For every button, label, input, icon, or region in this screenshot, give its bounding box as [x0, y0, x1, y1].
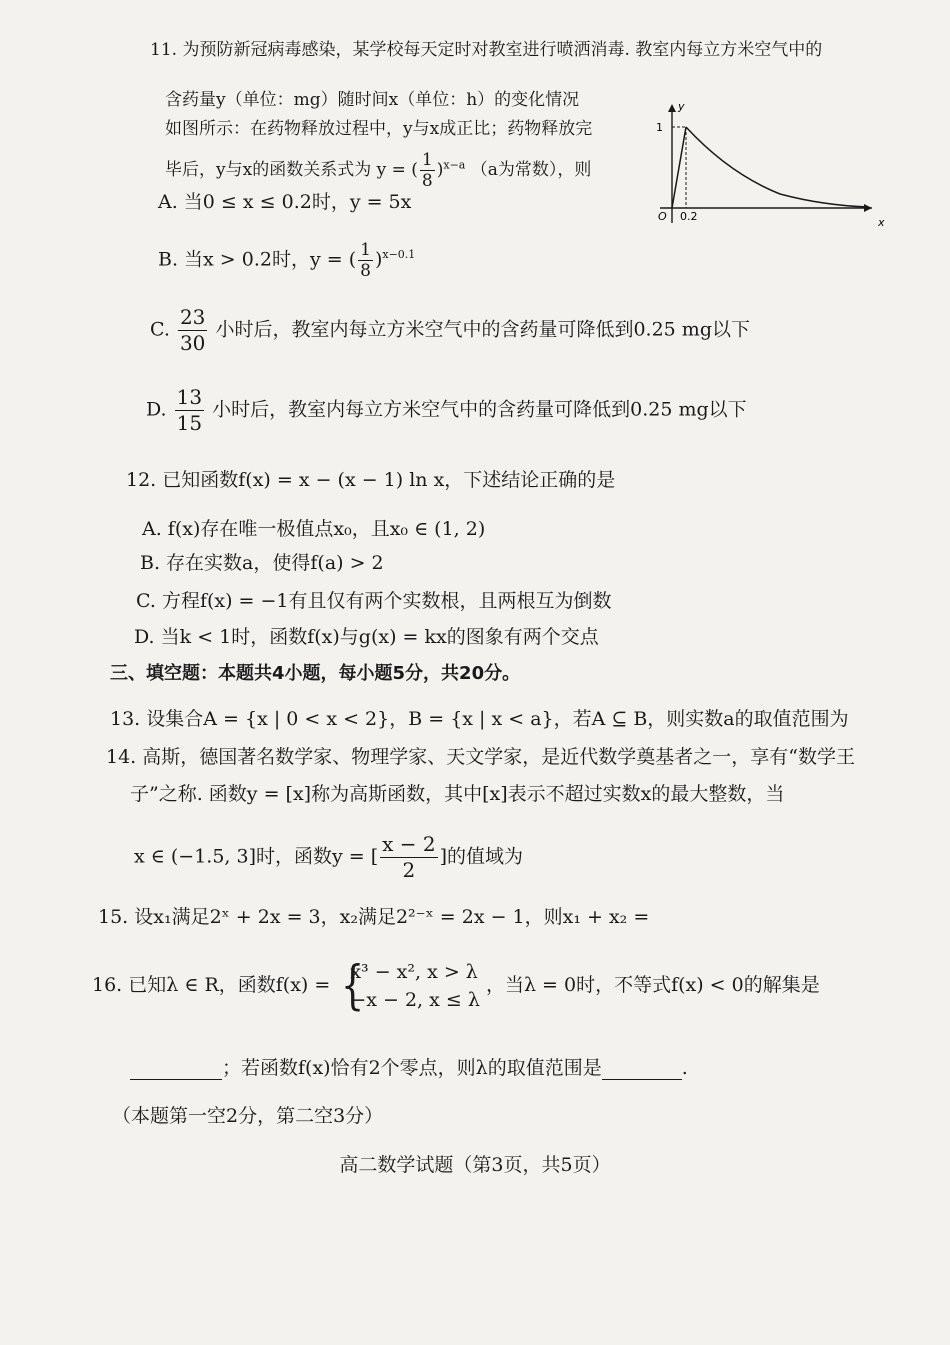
q11-option-c-fraction: $\frac{23}{30}$	[179, 305, 206, 355]
q11-option-c-label: C.	[150, 318, 170, 341]
q14-line2: 子”之称. 函数y = [x]称为高斯函数，其中[x]表示不超过实数x的最大整数，当	[130, 783, 785, 805]
q11-option-c-text: 小时后，教室内每立方米空气中的含药量可降低到0.25 mg以下	[215, 318, 750, 341]
q11-option-b: B. 当x > 0.2时，y = ( $\frac{1}{8}$ )$^{x-0.1}$	[158, 240, 416, 281]
y-tick-label: 1	[656, 121, 663, 134]
q16-note: （本题第一空2分，第二空3分）	[112, 1105, 384, 1127]
q11-option-b-exponent: x−0.1	[382, 248, 416, 262]
q14-fraction: $\frac{x - 2}{2}$	[382, 832, 436, 882]
section-3-heading: 三、填空题：本题共4小题，每小题5分，共20分。	[110, 663, 521, 684]
q11-option-b-text: B. 当x > 0.2时，y = (	[158, 248, 357, 271]
origin-label: O	[658, 210, 667, 223]
decay-curve	[686, 127, 868, 207]
page-footer: 高二数学试题（第3页，共5页）	[339, 1154, 611, 1176]
x-axis-label: x	[878, 216, 885, 229]
q11-option-d-text: 小时后，教室内每立方米空气中的含药量可降低到0.25 mg以下	[212, 398, 747, 421]
q11-graph	[640, 98, 885, 233]
q11-line2: 含药量y（单位：mg）随时间x（单位：h）的变化情况	[165, 90, 580, 110]
q16-prefix: 16. 已知λ ∈ R，函数f(x) =	[92, 974, 331, 996]
x-axis-arrow	[864, 204, 872, 212]
q11-option-d-fraction: $\frac{13}{15}$	[176, 385, 203, 435]
release-segment	[672, 127, 686, 208]
q16-line2-text: ；若函数f(x)恰有2个零点，则λ的取值范围是	[222, 1057, 602, 1079]
q12-stem: 12. 已知函数f(x) = x − (x − 1) ln x，下述结论正确的是	[126, 469, 616, 491]
q11-option-d	[146, 385, 747, 436]
q12-option-c: C. 方程f(x) = −1有且仅有两个实数根，且两根互为倒数	[136, 590, 612, 612]
q12-option-b: B. 存在实数a，使得f(a) > 2	[140, 552, 384, 574]
q11-line4: 毕后，y与x的函数关系式为 y = ( $\frac{1}{8}$ )$^{x-a}$ （a为常数），则	[165, 150, 592, 191]
q14-line1: 14. 高斯，德国著名数学家、物理学家、天文学家，是近代数学奠基者之一，享有“数学王	[106, 746, 855, 768]
q11-option-a: A. 当0 ≤ x ≤ 0.2时，y = 5x	[158, 191, 412, 213]
q11-formula-fraction: $\frac{1}{8}$	[421, 150, 433, 191]
q11-formula-suffix: （a为常数），则	[470, 160, 592, 180]
y-axis-arrow	[668, 104, 676, 112]
q16-line1	[92, 958, 820, 1018]
q11-formula-prefix: 毕后，y与x的函数关系式为 y = (	[165, 160, 418, 180]
q16-line2-end: .	[681, 1057, 688, 1079]
q14-line3-prefix: x ∈ (−1.5, 3]时，函数y = [	[134, 845, 379, 868]
q16-piecewise	[336, 958, 480, 1014]
x-tick-label: 0.2	[680, 210, 698, 223]
y-axis-label: y	[678, 100, 685, 113]
q11-formula-exponent: x−a	[443, 158, 466, 172]
q16-line2	[130, 1056, 688, 1080]
q11-line1: 11. 为预防新冠病毒感染，某学校每天定时对教室进行喷洒消毒. 教室内每立方米空气中的	[150, 40, 823, 60]
q16-blank-2[interactable]	[602, 1059, 682, 1080]
q13: 13. 设集合A = {x | 0 < x < 2}，B = {x | x < a}，若A ⊆ B，则实数a的取值范围为	[110, 708, 849, 730]
q16-suffix: ，当λ = 0时，不等式f(x) < 0的解集是	[485, 974, 820, 996]
q11-line3: 如图所示：在药物释放过程中，y与x成正比；药物释放完	[165, 119, 593, 139]
q16-brace: {	[341, 956, 365, 1016]
q11-option-c	[150, 305, 750, 356]
q11-option-d-label: D.	[146, 398, 167, 421]
q16-blank-1[interactable]	[130, 1059, 222, 1080]
q14-line3	[134, 832, 523, 883]
q12-option-a: A. f(x)存在唯一极值点x₀，且x₀ ∈ (1, 2)	[142, 518, 486, 540]
q15: 15. 设x₁满足2ˣ + 2x = 3，x₂满足2²⁻ˣ = 2x − 1，则x₁ + x₂ =	[98, 906, 650, 928]
q16-case2: −x − 2, x ≤ λ	[350, 989, 480, 1011]
q14-line3-suffix: ]的值域为	[439, 845, 524, 868]
q12-option-d: D. 当k < 1时，函数f(x)与g(x) = kx的图象有两个交点	[134, 626, 599, 648]
q16-case1: x³ − x², x > λ	[350, 961, 478, 983]
q11-option-b-fraction: $\frac{1}{8}$	[360, 240, 371, 281]
